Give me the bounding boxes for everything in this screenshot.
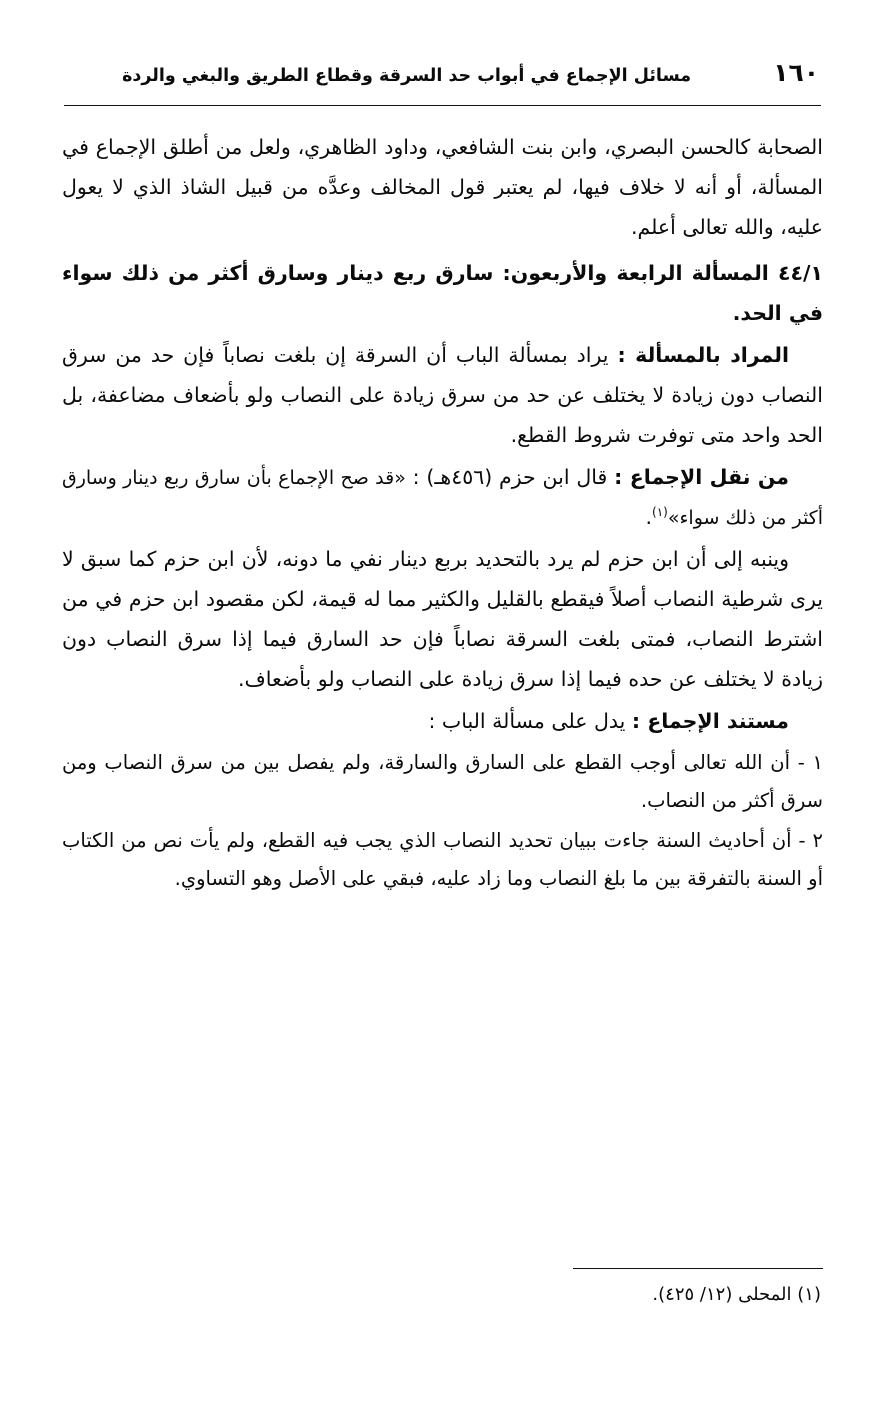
running-title: مسائل الإجماع في أبواب حد السرقة وقطاع الطريق والبغي والردة [122,66,692,86]
paragraph-3-lead: من نقل الإجماع : [614,465,789,489]
paragraph-2-lead: المراد بالمسألة : [617,343,790,368]
list-item: ١ - أن الله تعالى أوجب القطع على السارق والسارقة، ولم يفصل بين من سرق النصاب ومن سرق أكثر من النصاب. [62,750,823,812]
page-number: ١٦٠ [773,58,819,87]
header-divider [64,105,821,106]
list-item: ٢ - أن أحاديث السنة جاءت ببيان تحديد النصاب الذي يجب فيه القطع، ولم يأت نص من الكتاب أو السنة بالتفرقة بين ما بلغ النصاب وما زاد عليه، فبقي على الأصل وهو التساوي. [62,828,823,890]
footnote-entry: (١) المحلى (١٢/ ٤٢٥). [652,1283,821,1305]
page-header [62,58,823,89]
paragraph-3 [62,458,823,538]
paragraph-3-text: قال ابن حزم (٤٥٦هـ) : [405,465,615,489]
footnote-divider [573,1268,823,1269]
paragraph-3-end: . [645,504,653,529]
paragraph-1: الصحابة كالحسن البصري، وابن بنت الشافعي، وداود الظاهري، ولعل من أطلق الإجماع في المسألة، أو أنه لا خلاف فيها، لم يعتبر قول المخالف وعدَّه من قبيل الشاذ الذي لا يعول عليه، والله تعالى أعلم. [62,135,823,240]
paragraph-3-quote: «قد صح الإجماع بأن سارق ربع دينار وسارق أكثر من ذلك سواء» [62,467,823,529]
footnote-marker-1: (١) [652,505,668,520]
footnote-area [62,1268,823,1363]
paragraph-2-text: يراد بمسألة الباب أن السرقة إن بلغت نصاباً فإن حد من سرق النصاب دون زيادة لا يختلف عن حد من سرق زيادة على النصاب ولو بأضعاف مضاعفة، بل الحد واحد متى توفرت شروط القطع. [62,343,823,448]
paragraph-5-lead: مستند الإجماع : [631,708,789,733]
paragraph-5 [62,702,823,742]
paragraph-2 [62,336,823,456]
masala-heading: ٤٤/١ المسألة الرابعة والأربعون: سارق ربع دينار وسارق أكثر من ذلك سواء في الحد. [62,261,823,326]
page-body [62,128,823,900]
paragraph-4: وينبه إلى أن ابن حزم لم يرد بالتحديد بربع دينار نفي ما دونه، لأن ابن حزم كما سبق لا يرى شرطية النصاب أصلاً فيقطع بالقليل والكثير مما له قيمة، لكن مقصود ابن حزم في من اشترط النصاب، فمتى بلغت السرقة نصاباً فإن حد السارق فيما إذا سرق النصاب دون زيادة لا يختلف عن حده فيما إذا سرق زيادة على النصاب ولو بأضعاف. [62,546,823,691]
paragraph-5-text: يدل على مسألة الباب : [428,708,632,733]
